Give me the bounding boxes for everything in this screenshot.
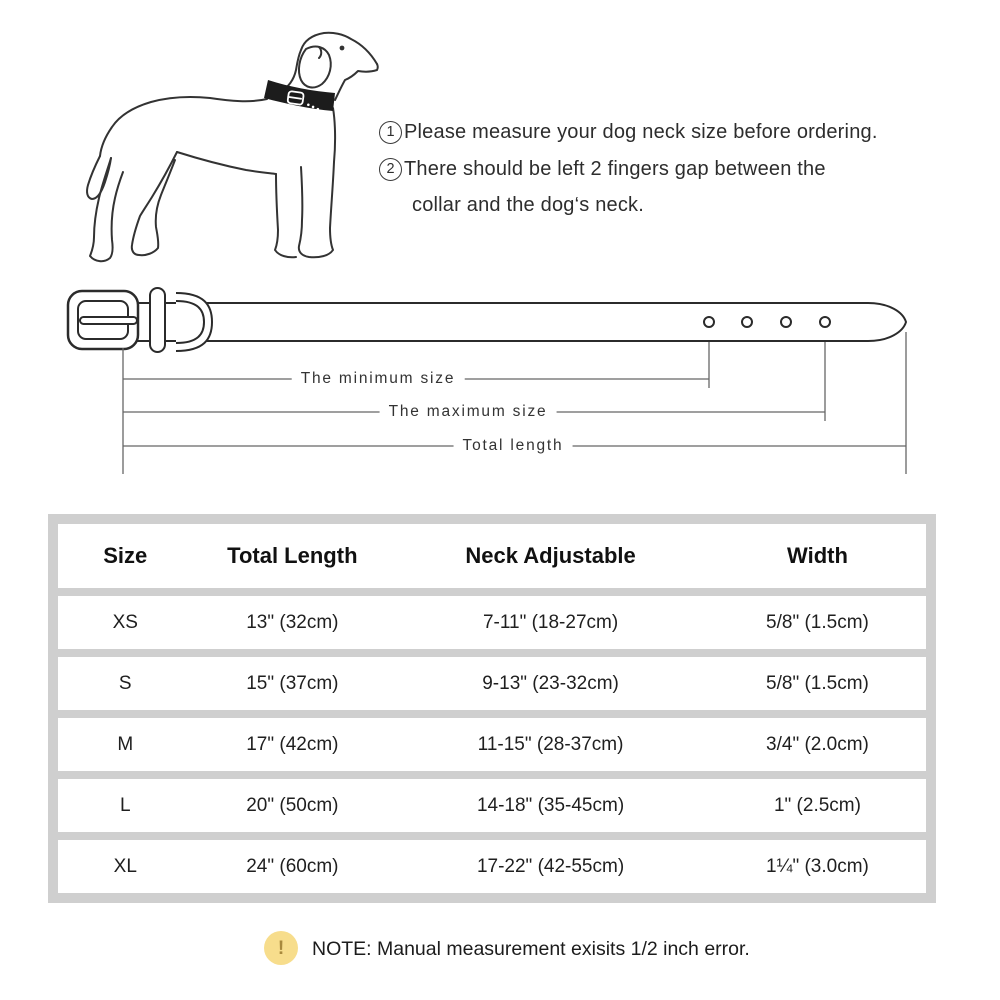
dog-hind-leg-far bbox=[90, 158, 123, 261]
instruction-text-2-line1: There should be left 2 fingers gap between the bbox=[404, 158, 826, 180]
note-text: NOTE: Manual measurement exisits 1/2 inch error. bbox=[312, 938, 750, 960]
circled-number-2-icon: 2 bbox=[379, 158, 402, 181]
dog-back-outline bbox=[100, 97, 267, 156]
cell-neck: 9-13" (23-32cm) bbox=[482, 672, 619, 694]
cell-size: S bbox=[118, 672, 132, 694]
instruction-item-1 bbox=[379, 119, 878, 145]
instruction-text-2-line2: collar and the dog‘s neck. bbox=[412, 194, 645, 216]
table-row-l bbox=[58, 779, 926, 832]
dog-ear bbox=[299, 47, 331, 88]
circled-number-1-icon: 1 bbox=[379, 121, 402, 144]
size-table-header-row bbox=[58, 524, 926, 588]
instruction-item-2 bbox=[379, 156, 826, 182]
cell-neck: 7-11" (18-27cm) bbox=[482, 611, 619, 633]
cell-total: 24" (60cm) bbox=[246, 855, 339, 877]
dog-front-leg-far bbox=[275, 174, 296, 257]
dog-eye bbox=[340, 46, 345, 51]
collar-illustration bbox=[68, 288, 906, 352]
dog-tail bbox=[87, 156, 111, 199]
table-row-m bbox=[58, 718, 926, 771]
cell-neck: 11-15" (28-37cm) bbox=[477, 733, 624, 755]
cell-width: 3/4" (2.0cm) bbox=[766, 733, 869, 755]
collar-keeper-loop bbox=[150, 288, 165, 352]
instruction-text-1: Please measure your dog neck size before ordering. bbox=[404, 121, 878, 143]
cell-width: 5/8" (1.5cm) bbox=[766, 611, 869, 633]
collar-buckle-prong bbox=[80, 317, 137, 324]
exclamation-icon: ! bbox=[264, 931, 298, 965]
size-table bbox=[48, 514, 936, 903]
dog-illustration bbox=[87, 33, 378, 261]
label-maximum-size: The maximum size bbox=[380, 403, 557, 421]
table-row-s bbox=[58, 657, 926, 710]
dog-belly-line bbox=[177, 152, 276, 174]
dog-front-leg-near bbox=[299, 108, 335, 257]
cell-total: 15" (37cm) bbox=[246, 672, 339, 694]
header-neck-adjustable: Neck Adjustable bbox=[465, 543, 636, 568]
cell-width: 5/8" (1.5cm) bbox=[766, 672, 869, 694]
label-total-length: Total length bbox=[454, 437, 573, 455]
cell-size: XL bbox=[113, 855, 137, 877]
dog-hind-leg-near bbox=[132, 152, 177, 255]
dog-collar bbox=[264, 80, 335, 111]
cell-total: 20" (50cm) bbox=[246, 794, 339, 816]
cell-neck: 14-18" (35-45cm) bbox=[476, 794, 625, 816]
cell-width: 1" (2.5cm) bbox=[773, 794, 861, 816]
dog-head-outline bbox=[280, 33, 377, 92]
cell-width: 1¼" (3.0cm) bbox=[766, 855, 869, 877]
table-row-xs bbox=[58, 596, 926, 649]
cell-size: M bbox=[117, 733, 134, 755]
dog-ear-fold bbox=[319, 47, 321, 58]
header-size: Size bbox=[103, 543, 148, 568]
label-minimum-size: The minimum size bbox=[292, 370, 465, 388]
table-row-xl bbox=[58, 840, 926, 893]
cell-total: 13" (32cm) bbox=[246, 611, 339, 633]
cell-total: 17" (42cm) bbox=[246, 733, 339, 755]
cell-size: L bbox=[119, 794, 131, 816]
header-total-length: Total Length bbox=[227, 543, 358, 568]
dog-muzzle-outline bbox=[335, 64, 378, 100]
header-width: Width bbox=[787, 543, 848, 568]
cell-size: XS bbox=[112, 611, 138, 633]
cell-neck: 17-22" (42-55cm) bbox=[476, 855, 625, 877]
instruction-item-2-cont bbox=[412, 192, 644, 218]
